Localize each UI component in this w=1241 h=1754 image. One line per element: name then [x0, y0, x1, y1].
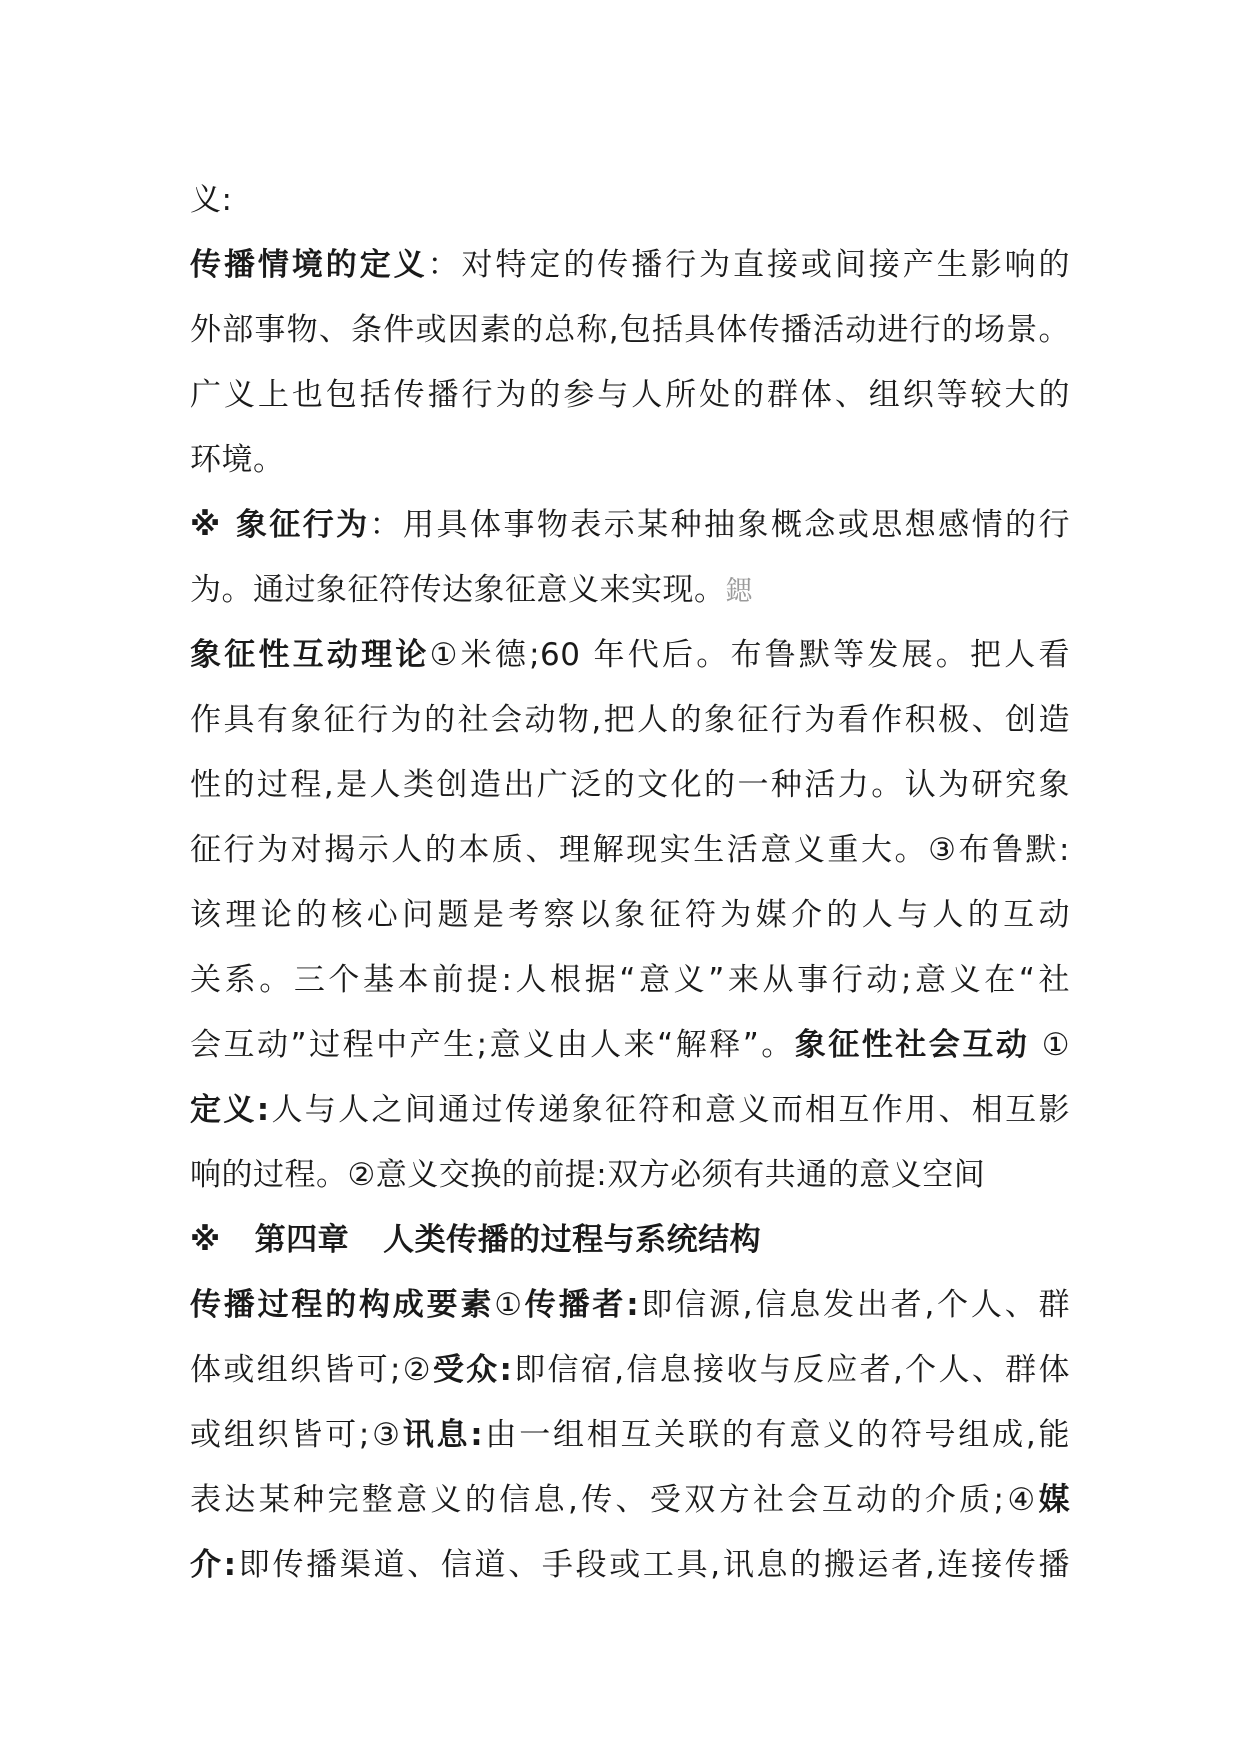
text-line-10	[190, 753, 1070, 818]
text-line-9	[190, 688, 1070, 753]
body-text: 性的过程,是人类创造出广泛的文化的一种活力。认为研究象	[190, 767, 1070, 803]
text-line-18	[190, 1273, 1070, 1338]
body-text: 表达某种完整意义的信息,传、受双方社会互动的介质;④	[190, 1482, 1039, 1518]
text-line-1	[190, 168, 1070, 233]
body-text: 或组织皆可;③	[190, 1417, 403, 1453]
body-text: ：用具体事物表示某种抽象概念或思想感情的行	[369, 507, 1071, 543]
body-text: 体或组织皆可;②	[190, 1352, 433, 1388]
text-line-22	[190, 1533, 1070, 1598]
body-text: 由一组相互关联的有意义的符号组成,能	[483, 1417, 1070, 1453]
text-line-15	[190, 1078, 1070, 1143]
bold-term: 传播者:	[524, 1287, 640, 1323]
body-text: 征行为对揭示人的本质、理解现实生活意义重大。③布鲁默:	[190, 832, 1070, 868]
body-text: 即信宿,信息接收与反应者,个人、群体	[512, 1352, 1070, 1388]
bold-term: ※	[190, 1222, 221, 1258]
bold-term: 定义:	[190, 1092, 270, 1128]
text-line-4	[190, 363, 1070, 428]
stray-character: 鍶	[725, 576, 753, 607]
bold-term: 象征性社会互动	[794, 1027, 1030, 1063]
body-text: 该理论的核心问题是考察以象征符为媒介的人与人的互动	[190, 897, 1070, 933]
bold-term: 媒	[1038, 1482, 1070, 1518]
bold-term: 传播情境的定义	[190, 247, 428, 283]
body-text: 人与人之间通过传递象征符和意义而相互作用、相互影	[269, 1092, 1071, 1128]
text-line-7	[190, 558, 1070, 623]
body-text: ①	[1029, 1027, 1070, 1063]
text-line-2	[190, 233, 1070, 298]
body-text: 响的过程。②意义交换的前提:双方必须有共通的意义空间	[190, 1157, 986, 1193]
body-text: 外部事物、条件或因素的总称,包括具体传播活动进行的场景。	[190, 312, 1070, 348]
body-text: 义:	[190, 182, 233, 218]
body-text: 环境。	[190, 442, 285, 478]
text-line-17	[190, 1208, 1070, 1273]
text-line-16	[190, 1143, 1070, 1208]
body-text: 即信源,信息发出者,个人、群	[639, 1287, 1070, 1323]
document-page	[190, 168, 1070, 1598]
text-line-20	[190, 1403, 1070, 1468]
text-line-6	[190, 493, 1070, 558]
bold-term: 介:	[190, 1547, 237, 1583]
body-text: 作具有象征行为的社会动物,把人的象征行为看作积极、创造	[190, 702, 1070, 738]
body-text: 会互动”过程中产生;意义由人来“解释”。	[190, 1027, 795, 1063]
text-line-21	[190, 1468, 1070, 1533]
text-line-14	[190, 1013, 1070, 1078]
bold-term: 讯息:	[402, 1417, 484, 1453]
bold-term: 象征性互动理论	[190, 637, 430, 673]
text-line-13	[190, 948, 1070, 1013]
text-line-5	[190, 428, 1070, 493]
body-text: 为。通过象征符传达象征意义来实现。	[190, 572, 726, 608]
body-text: ①米德;60 年代后。布鲁默等发展。把人看	[429, 637, 1070, 673]
text-line-19	[190, 1338, 1070, 1403]
bold-term: 第四章	[254, 1222, 350, 1258]
bold-term: ※ 象征行为	[190, 507, 370, 543]
text-line-12	[190, 883, 1070, 948]
body-text: ①	[494, 1287, 525, 1323]
bold-term: 受众:	[432, 1352, 513, 1388]
text-line-11	[190, 818, 1070, 883]
body-text: 即传播渠道、信道、手段或工具,讯息的搬运者,连接传播	[236, 1547, 1070, 1583]
body-text: ：对特定的传播行为直接或间接产生影响的	[427, 247, 1071, 283]
text-line-8	[190, 623, 1070, 688]
bold-term: 传播过程的构成要素	[190, 1287, 495, 1323]
body-text: 广义上也包括传播行为的参与人所处的群体、组织等较大的	[190, 377, 1070, 413]
body-text: 关系。三个基本前提:人根据“意义”来从事行动;意义在“社	[190, 962, 1070, 998]
bold-term: 人类传播的过程与系统结构	[383, 1222, 762, 1258]
text-line-3	[190, 298, 1070, 363]
